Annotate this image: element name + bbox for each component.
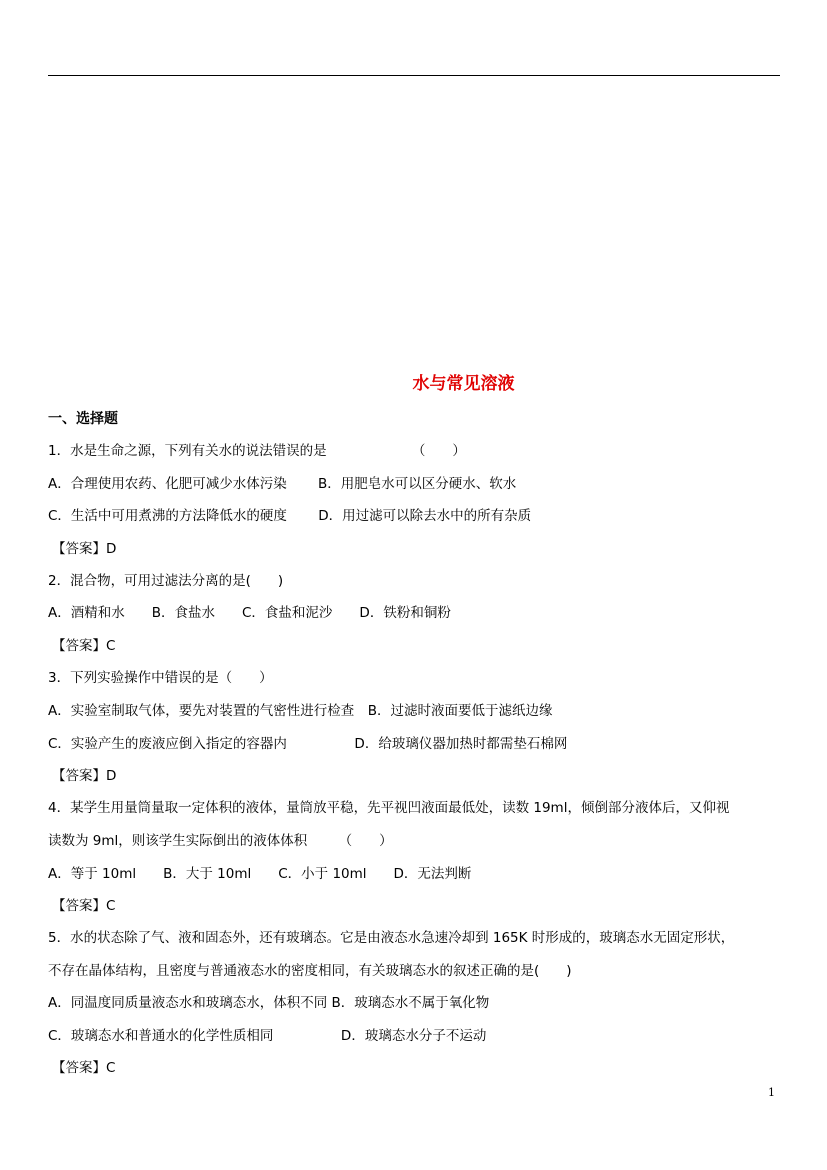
question-1-stem: 1．水是生命之源，下列有关水的说法错误的是 （ ） bbox=[48, 443, 466, 459]
question-5-stem-continued: 不存在晶体结构，且密度与普通液态水的密度相同，有关玻璃态水的叙述正确的是( ) bbox=[48, 963, 572, 979]
section-heading: 一、选择题 bbox=[48, 411, 118, 427]
question-3-options-cd: C．实验产生的废液应倒入指定的容器内 D．给玻璃仪器加热时都需垫石棉网 bbox=[48, 736, 568, 752]
question-2-answer: 【答案】C bbox=[52, 638, 116, 654]
question-3-options-ab: A．实验室制取气体，要先对装置的气密性进行检查 B．过滤时液面要低于滤纸边缘 bbox=[48, 703, 553, 719]
question-1-options-ab: A．合理使用农药、化肥可减少水体污染 B．用肥皂水可以区分硬水、软水 bbox=[48, 476, 517, 492]
question-4-stem-continued: 读数为 9ml，则该学生实际倒出的液体体积 （ ） bbox=[48, 833, 393, 849]
question-2-stem: 2．混合物，可用过滤法分离的是( ) bbox=[48, 573, 284, 589]
question-5-options-ab: A．同温度同质量液态水和玻璃态水，体积不同 B．玻璃态水不属于氧化物 bbox=[48, 995, 490, 1011]
question-5-stem: 5．水的状态除了气、液和固态外，还有玻璃态。它是由液态水急速冷却到 165K 时形成的，玻璃态水无固定形状， bbox=[48, 930, 735, 946]
question-2-options: A．酒精和水 B．食盐水 C．食盐和泥沙 D．铁粉和铜粉 bbox=[48, 605, 451, 621]
question-3-answer: 【答案】D bbox=[52, 768, 117, 784]
question-3-stem: 3．下列实验操作中错误的是（ ） bbox=[48, 670, 273, 686]
page-number: 1 bbox=[768, 1086, 775, 1099]
question-4-stem: 4．某学生用量筒量取一定体积的液体，量筒放平稳，先平视凹液面最低处，读数 19ml，倾倒部分液体后，又仰视 bbox=[48, 800, 730, 816]
question-5-answer: 【答案】C bbox=[52, 1060, 116, 1076]
question-4-answer: 【答案】C bbox=[52, 898, 116, 914]
question-1-options-cd: C．生活中可用煮沸的方法降低水的硬度 D．用过滤可以除去水中的所有杂质 bbox=[48, 508, 532, 524]
header-rule bbox=[48, 75, 780, 76]
question-4-options: A．等于 10ml B．大于 10ml C．小于 10ml D．无法判断 bbox=[48, 866, 472, 882]
question-1-answer: 【答案】D bbox=[52, 541, 117, 557]
question-5-options-cd: C．玻璃态水和普通水的化学性质相同 D．玻璃态水分子不运动 bbox=[48, 1028, 487, 1044]
document-title: 水与常见溶液 bbox=[412, 374, 515, 394]
